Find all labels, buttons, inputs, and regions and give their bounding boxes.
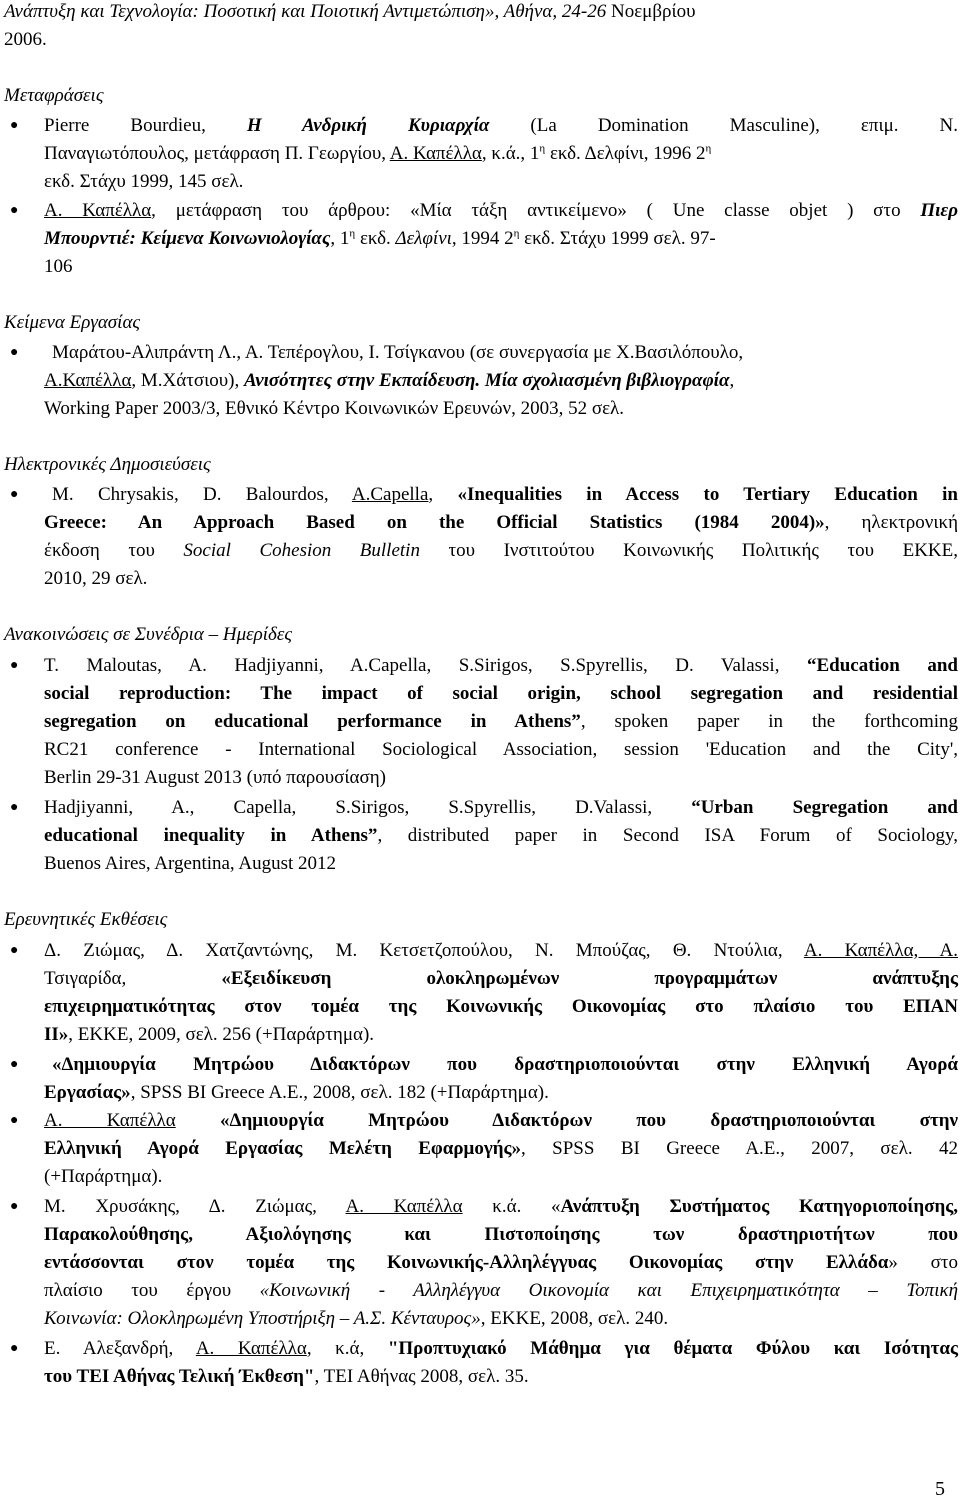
title: «Inequalities in Access to Tertiary Education in: [457, 484, 958, 505]
report-1-line-2: [44, 967, 958, 991]
text: M. Chrysakis, D. Balourdos,: [52, 484, 352, 505]
author-name: Α. Καπέλλα: [345, 1196, 463, 1217]
text: Παναγιωτόπουλος, μετάφραση Π. Γεωργίου,: [44, 143, 390, 164]
text: (+Παράρτημα).: [44, 1166, 163, 1187]
report-3-line-1: [44, 1109, 958, 1133]
conf-2-line-1: [44, 796, 958, 820]
text: Berlin 29-31 August 2013 (υπό παρουσίαση): [44, 767, 386, 788]
text: του Ινστιτούτου Κοινωνικής Πολιτικής του ΕΚΚΕ,: [419, 540, 958, 561]
text: , ΤΕΙ Αθήνας 2008, σελ. 35.: [314, 1366, 529, 1387]
translation-2-line-1: [44, 199, 958, 223]
section-heading-conferences: [4, 623, 292, 647]
text: Δελφίνι: [584, 143, 644, 164]
text: A.Capella: [349, 655, 427, 676]
working-line-2: [44, 369, 958, 393]
text: (La Domination Masculine), επιμ. Ν.: [489, 115, 959, 136]
conf-2-line-2: [44, 824, 958, 848]
intro-line-2: [4, 28, 47, 52]
report-2-line-1: [52, 1053, 958, 1077]
bullet: ●: [10, 1057, 19, 1072]
text: εκδ.: [545, 143, 585, 164]
conf-1-line-2: [44, 682, 958, 706]
section-heading-e-publications: Ηλεκτρονικές Δημοσιεύσεις: [4, 454, 211, 475]
text: » στο: [888, 1252, 958, 1273]
title: Εργασίας»: [44, 1082, 131, 1103]
text: , SPSS BI Greece A.E., 2007, σελ. 42: [521, 1138, 958, 1159]
text: Μαράτου-Αλιπράντη Λ., Α. Τεπέρογλου, Ι. Τσίγκανου (σε συνεργασία με Χ.Βασιλόπουλο,: [52, 342, 744, 363]
title: social reproduction: The impact of social origin, school segregation and residential: [44, 683, 958, 704]
bullet: ●: [10, 203, 19, 218]
journal-title: Social Cohesion Bulletin: [183, 540, 420, 561]
text: εκδ. Στάχυ 1999 σελ. 97-: [519, 228, 716, 249]
title: εντάσσονται στον τομέα της Κοινωνικής-Αλληλέγγυας Οικονομίας στην Ελλάδα: [44, 1252, 889, 1273]
report-1-line-3: [44, 995, 958, 1019]
title: «Εξειδίκευση ολοκληρωμένων προγραμμάτων ανάπτυξης: [221, 968, 958, 989]
title: segregation on educational performance in Athens”: [44, 711, 581, 732]
text: , S.Sirigos, S.Spyrellis, D.Valassi,: [291, 797, 692, 818]
author-name: Α. Καπέλλα: [44, 200, 152, 221]
project-title: Κοινωνία: Ολοκληρωμένη Υποστήριξη – Α.Σ. Κένταυρος»: [44, 1308, 481, 1329]
title: Ελληνική Αγορά Εργασίας Μελέτη Εφαρμογής»: [44, 1138, 522, 1159]
author-name: Α. Καπέλλα, Α.: [803, 940, 958, 961]
text: , ηλεκτρονική: [824, 512, 959, 533]
book-title: Η Ανδρική Κυριαρχία: [246, 115, 490, 136]
text: Pierre Bourdieu,: [44, 115, 247, 136]
bullet: ●: [10, 1199, 19, 1214]
report-4-line-4: [44, 1279, 958, 1303]
conf-1-line-3: [44, 710, 958, 734]
title: του ΤΕΙ Αθήνας Τελική Έκθεση": [44, 1366, 315, 1387]
text: , ΕΚΚΕ, 2009, σελ. 256 (+Παράρτημα).: [68, 1024, 375, 1045]
report-4-line-1: [44, 1195, 958, 1219]
translation-2-line-2: [44, 227, 958, 251]
epub-line-2: [44, 511, 958, 535]
section-heading-translations: Μεταφράσεις: [4, 85, 104, 106]
author-name: Α. Καπέλλα: [44, 1110, 176, 1131]
book-title: Πιερ: [920, 200, 958, 221]
heading-text: Ανακοινώσεις σε Συνέδρια – Ημερίδες: [4, 624, 293, 645]
translation-1-line-1: [44, 114, 958, 138]
text: 2010, 29 σελ.: [44, 568, 148, 589]
text: , 1996 2: [643, 143, 706, 164]
report-3-line-2: [44, 1137, 958, 1161]
book-title: Μπουρντιέ: Κείμενα Κοινωνιολογίας: [44, 228, 331, 249]
text: [176, 1110, 220, 1131]
intro-line-1: [4, 0, 696, 24]
report-5-line-1: [44, 1337, 958, 1361]
title: ΙΙ»: [44, 1024, 69, 1045]
text: 106: [44, 256, 73, 277]
ordinal: η: [513, 227, 520, 240]
translation-1-line-3: [44, 170, 958, 194]
text: Hadjiyanni, A.,: [44, 797, 234, 818]
text: εκδ. Στάχυ 1999, 145 σελ.: [44, 171, 244, 192]
bullet: ●: [10, 800, 19, 815]
intro-year: 2006.: [4, 29, 47, 50]
title: επιχειρηματικότητας στον τομέα της Κοινωνικής Οικονομίας στο πλαίσιο του ΕΠΑΝ: [44, 996, 958, 1017]
author-name: Α.Καπέλλα: [44, 370, 132, 391]
title: “Urban Segregation and: [691, 797, 958, 818]
working-line-1: [52, 341, 952, 365]
title: Greece: An Approach Based on the Official Statistics (1984 2004)»: [44, 512, 825, 533]
title: Ανάπτυξη Συστήματος Κατηγοριοποίησης,: [560, 1196, 958, 1217]
text: κ.ά. «: [462, 1196, 561, 1217]
text: ,: [428, 484, 458, 505]
text: , κ.ά,: [306, 1338, 388, 1359]
text: , SPSS BI Greece A.E., 2008, σελ. 182 (+Παράρτημα).: [130, 1082, 549, 1103]
bullet: ●: [10, 1341, 19, 1356]
epub-line-1: [52, 483, 958, 507]
report-4-line-5: [44, 1307, 958, 1331]
bullet: ●: [10, 1113, 19, 1128]
text: , κ.ά., 1: [481, 143, 540, 164]
publisher: Δελφίνι: [395, 228, 452, 249]
report-5-line-2: [44, 1365, 958, 1389]
ordinal: η: [539, 142, 546, 155]
title: «Δημιουργία Μητρώου Διδακτόρων που δραστηριοποιούνται στην: [220, 1110, 958, 1131]
text: έκδοση του: [44, 540, 184, 561]
text: , 1994 2: [451, 228, 514, 249]
report-1-line-1: [44, 939, 958, 963]
text: T. Maloutas, A. Hadjiyanni,: [44, 655, 350, 676]
intro-tail: Νοεμβρίου: [610, 1, 696, 22]
report-4-line-3: [44, 1251, 958, 1275]
conf-2-line-3: [44, 852, 958, 876]
ordinal: η: [349, 227, 356, 240]
conf-1-line-1: [44, 654, 958, 678]
text: Working Paper 2003/3, Εθνικό Κέντρο Κοινωνικών Ερευνών, 2003, 52 σελ.: [44, 398, 625, 419]
text: , μετάφραση του άρθρου: «Μία τάξη αντικείμενο» ( Une classe objet ) στο: [151, 200, 921, 221]
project-title: «Κοινωνική - Αλληλέγγυα Οικονομία και Επιχειρηματικότητα – Τοπική: [259, 1280, 959, 1301]
title: «Δημιουργία Μητρώου Διδακτόρων που δραστηριοποιούνται στην Ελληνική Αγορά: [52, 1054, 958, 1075]
translation-1-line-2: [44, 142, 958, 166]
bullet: ●: [10, 345, 19, 360]
epub-line-4: [44, 567, 958, 591]
text: Μ. Χρυσάκης, Δ. Ζιώμας,: [44, 1196, 346, 1217]
conf-1-line-5: [44, 766, 958, 790]
text: , ΕΚΚΕ, 2008, σελ. 240.: [480, 1308, 669, 1329]
text: Buenos Aires, Argentina, August 2012: [44, 853, 337, 874]
page-number: 5: [935, 1478, 945, 1500]
title: Παρακολούθησης, Αξιολόγησης και Πιστοποίησης των δραστηριοτήτων που: [44, 1224, 958, 1245]
text: , S.Sirigos, S.Spyrellis, D. Valassi,: [426, 655, 807, 676]
text: Ε. Αλεξανδρή,: [44, 1338, 196, 1359]
text: , 1: [330, 228, 350, 249]
title: “Education and: [806, 655, 958, 676]
epub-line-3: [44, 539, 958, 563]
ordinal: η: [705, 142, 712, 155]
title: "Προπτυχιακό Μάθημα για θέματα Φύλου και Ισότητας: [387, 1338, 958, 1359]
text: RC21 conference - International Sociological Association, session 'Education and the City',: [44, 739, 958, 760]
text: , distributed paper in Second ISA Forum of Sociology,: [377, 825, 958, 846]
report-2-line-2: [44, 1081, 958, 1105]
text: Capella: [233, 797, 292, 818]
author-name: A.Capella: [351, 484, 429, 505]
book-title: Ανισότητες στην Εκπαίδευση. Μία σχολιασμένη βιβλιογραφία: [243, 370, 730, 391]
bullet: ●: [10, 487, 19, 502]
section-heading-working-texts: Κείμενα Εργασίας: [4, 312, 141, 333]
author-name: Α. Καπέλλα: [389, 143, 482, 164]
working-line-3: [44, 397, 958, 421]
text: πλαίσιο του έργου: [44, 1280, 260, 1301]
text: , Μ.Χάτσιου),: [131, 370, 244, 391]
author-name: Α. Καπέλλα: [195, 1338, 307, 1359]
bullet: ●: [10, 658, 19, 673]
title: educational inequality in Athens”: [44, 825, 378, 846]
text: εκδ.: [355, 228, 396, 249]
text: Τσιγαρίδα,: [44, 968, 222, 989]
report-3-line-3: [44, 1165, 958, 1189]
bullet: ●: [10, 118, 19, 133]
conf-1-line-4: [44, 738, 958, 762]
section-heading-research-reports: Ερευνητικές Εκθέσεις: [4, 909, 168, 930]
intro-text: Ανάπτυξη και Τεχνολογία: Ποσοτική και Ποιοτική Αντιμετώπιση», Αθήνα, 24-26: [4, 1, 607, 22]
bullet: ●: [10, 943, 19, 958]
translation-2-line-3: [44, 255, 958, 279]
text: Δ. Ζιώμας, Δ. Χατζαντώνης, Μ. Κετσετζοπούλου, Ν. Μπούζας, Θ. Ντούλια,: [44, 940, 804, 961]
text: ,: [729, 370, 735, 391]
report-1-line-4: [44, 1023, 958, 1047]
text: , spoken paper in the forthcoming: [580, 711, 958, 732]
report-4-line-2: [44, 1223, 958, 1247]
